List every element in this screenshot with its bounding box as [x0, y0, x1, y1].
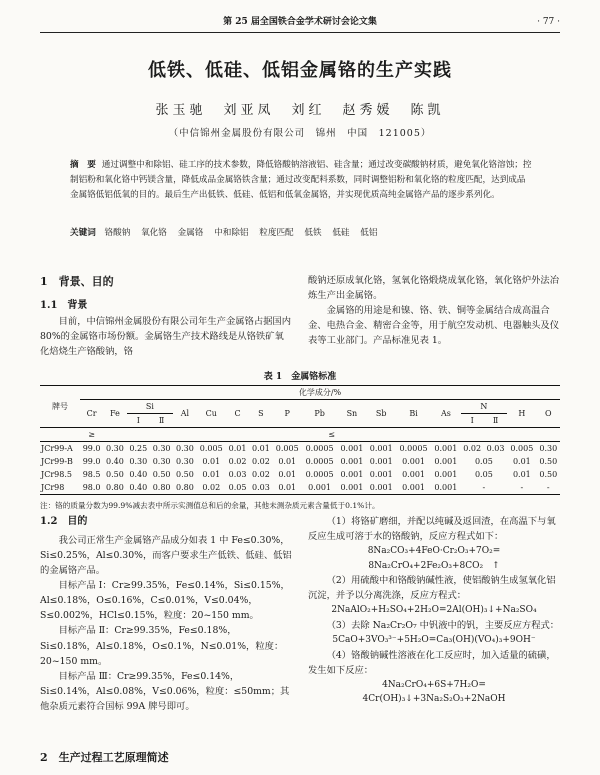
keyword: 低硅	[332, 228, 350, 238]
value-cell: 0.01	[512, 456, 531, 466]
element-header: O	[544, 408, 552, 418]
element-header: Sn	[346, 408, 358, 418]
paragraph: 我公司正常生产金属铬产品成分如表 1 中 Fe≤0.30%，Si≤0.25%，Al≤0.30%，而客户要求生产低铁、低硅、低铝的金属铬产品。	[40, 535, 292, 577]
affiliation: （中信锦州金属股份有限公司 锦州 中国 121005）	[168, 128, 432, 139]
element-header: H	[518, 408, 526, 418]
value-cell: -	[461, 481, 508, 495]
element-header: Al	[180, 408, 190, 418]
value-cell: 0.005	[199, 443, 223, 453]
left-column-top	[40, 273, 292, 359]
value-cell: 0.05	[474, 469, 493, 479]
keyword: 铬酸钠	[104, 228, 131, 238]
keyword: 低铁	[304, 228, 322, 238]
value-cell: 0.02	[252, 456, 270, 466]
value-cell: 0.80	[103, 481, 126, 495]
value-cell: 0.001	[367, 481, 396, 495]
value-cell: 0.0005	[305, 469, 334, 479]
sub-header: Ⅱ	[492, 415, 499, 425]
value-cell: 0.30	[152, 456, 171, 466]
element-header: P	[284, 408, 290, 418]
value-cell: 0.40	[106, 456, 124, 466]
value-cell: 99.0	[82, 456, 101, 466]
element-header: S	[258, 408, 264, 418]
element-header: As	[440, 408, 451, 418]
value-cell: 0.05	[474, 456, 493, 466]
value-cell: 0.50	[176, 469, 194, 479]
table-caption: 表 1 金属铬标准	[263, 372, 337, 382]
brand-cell: JCr99-B	[41, 456, 73, 466]
value-cell: 0.001	[369, 456, 393, 466]
keyword: 粒度匹配	[259, 228, 294, 238]
paragraph: 目标产品 Ⅰ：Cr≥99.35%，Fe≤0.14%，Si≤0.15%，Al≤0.18%，O≤0.16%，C≤0.01%，V≤0.04%，S≤0.002%，HCl≤0.15%，粒度：20~150 mm。	[40, 580, 290, 622]
element-header: Fe	[110, 408, 120, 418]
right-column-top	[308, 273, 560, 348]
value-cell: 0.01	[228, 443, 247, 453]
value-cell: 0.001	[434, 443, 458, 453]
keyword: 低铝	[360, 228, 378, 238]
equation: 4Na₂CrO₄+6S+7H₂O=	[382, 679, 486, 690]
value-cell: 0.0005	[305, 443, 334, 453]
element-header: Sb	[375, 408, 387, 418]
element-header: Pb	[314, 408, 325, 418]
equation: 8Na₂CO₃+4FeO·Cr₂O₃+7O₂=	[367, 546, 501, 557]
value-cell: 0.001	[337, 481, 366, 495]
table-row	[40, 455, 560, 468]
value-cell: 0.50	[539, 469, 558, 479]
value-cell: 0.001	[340, 443, 364, 453]
element-header: N	[461, 400, 508, 414]
value-cell: 0.001	[340, 456, 364, 466]
value-cell: 98.5	[82, 469, 101, 479]
equation: 2NaAlO₂+H₂SO₄+2H₂O=2Al(OH)₃↓+Na₂SO₄	[331, 605, 537, 616]
author-list: 张玉驰 刘亚凤 刘红 赵秀媛 陈凯	[155, 103, 445, 118]
sub-header: Ⅰ	[136, 415, 140, 425]
value-cell: 0.30	[539, 443, 558, 453]
value-cell: 0.001	[434, 469, 458, 479]
value-cell: 0.001	[402, 456, 425, 466]
table-row	[40, 468, 560, 481]
paragraph: （1）将铬矿磨细，并配以纯碱及返回渣，在高温下与氧反应生成可溶于水的铬酸钠，反应方程式如下：	[308, 516, 556, 543]
element-header: Cr	[86, 408, 97, 418]
brand-cell: JCr98	[40, 481, 80, 495]
value-cell: 0.02	[252, 469, 270, 479]
value-cell: 0.03	[486, 443, 505, 453]
value-cell: 0.03	[228, 469, 247, 479]
sub-header: Ⅱ	[158, 415, 165, 425]
paragraph: 目前，中信锦州金属股份有限公司年生产金属铬占据国内 80%的金属铬市场份额。金属铬生产技术路线是从铬铁矿氧化焙烧生产铬酸钠，铬	[40, 316, 292, 358]
value-cell: 0.30	[152, 443, 171, 453]
value-cell: 0.80	[173, 481, 196, 495]
section-heading: 1 背景、目的	[40, 275, 114, 288]
value-cell: 0.40	[129, 469, 148, 479]
value-cell: 0.01	[273, 481, 302, 495]
keywords	[70, 227, 532, 239]
element-header: C	[234, 408, 241, 418]
value-cell: 0.001	[340, 469, 364, 479]
subsection-heading: 1.1 背景	[40, 299, 88, 311]
value-cell: 0.50	[106, 469, 124, 479]
proceedings-title: 第 25 届全国铁合金学术研讨会论文集	[223, 17, 377, 27]
keyword: 中和除铝	[214, 228, 249, 238]
value-cell: 0.30	[129, 456, 148, 466]
value-cell: 0.001	[369, 469, 393, 479]
keyword: 氧化铬	[141, 228, 167, 238]
paper-title: 低铁、低硅、低铝金属铬的生产实践	[148, 60, 452, 81]
subsection-heading: 1.2 目的	[40, 516, 88, 527]
value-cell: 0.02	[463, 443, 482, 453]
composition-header: 化学成分/%	[80, 386, 560, 400]
element-header: Cu	[205, 408, 217, 418]
value-cell: 0.001	[431, 481, 460, 495]
value-cell: 0.05	[226, 481, 249, 495]
composition-table	[40, 385, 560, 495]
brand-header: 牌号	[40, 386, 80, 428]
keyword: 金属铬	[177, 228, 204, 238]
value-cell: 0.50	[539, 456, 558, 466]
brand-cell: JCr98.5	[41, 469, 72, 479]
page-number: · 77 ·	[537, 17, 560, 27]
value-cell: 0.02	[197, 481, 226, 495]
value-cell: 0.01	[202, 456, 221, 466]
page-header	[40, 14, 560, 33]
right-column-bottom	[308, 514, 560, 707]
value-cell: 0.005	[275, 443, 299, 453]
value-cell: 0.001	[434, 456, 458, 466]
value-cell: 0.01	[278, 469, 297, 479]
value-cell: 0.80	[150, 481, 173, 495]
value-cell: 0.01	[202, 469, 221, 479]
le-marker: ≤	[103, 428, 560, 442]
table-note: 注：铬的质量分数为99.9%减去表中所示实测值总和后的余量，其他未测杂质元素含量低于0.1%计。	[40, 501, 380, 510]
value-cell: 0.02	[228, 456, 247, 466]
equation: 4Cr(OH)₃↓+3Na₂S₂O₃+2NaOH	[362, 694, 506, 705]
table-row	[40, 442, 560, 456]
paragraph: 金属铬的用途是和镍、铬、铁、铜等金属结合成高温合金、电热合金、精密合金等，用于航空发动机、电器触头及仪表等工业部门。产品标准见表 1。	[308, 305, 560, 347]
value-cell: 0.001	[302, 481, 337, 495]
value-cell: 98.0	[80, 481, 103, 495]
equation: 5CaO+3VO₃³⁻+5H₂O=Ca₃(OH)(VO₄)₃+9OH⁻	[332, 634, 536, 645]
value-cell: 0.001	[369, 443, 393, 453]
abstract-text: 通过调整中和除铝、硅工序的技术参数，降低铬酸钠溶液铝、硅含量；通过改变碳酸钠材质，避免氧化铬溶蚀；控制铝粉和氧化铬中钙镁含量，降低成品金属铬铁含量；通过改变配料系数，同时调整铝粉和氧化铬的粒度匹配，达到成品金属铬低铝低氧的目的。最后生产出低铁、低硅、低铝和低氧金属铬，并实现优质高纯金属铬产品的逐步系列化。	[70, 160, 532, 201]
section-heading: 2 生产过程工艺原理简述	[40, 751, 169, 764]
brand-cell: JCr99-A	[41, 443, 73, 453]
value-cell: 0.03	[249, 481, 272, 495]
value-cell: 0.25	[129, 443, 148, 453]
element-header: Si	[127, 400, 174, 414]
ge-marker: ≥	[80, 428, 103, 442]
value-cell: 0.30	[176, 456, 194, 466]
paragraph: 酸钠还原成氧化铬，氢氧化铬煅烧成氧化铬，氧化铬炉外法冶炼生产出金属铬。	[308, 275, 560, 302]
sub-header: Ⅰ	[470, 415, 474, 425]
paragraph: （2）用硫酸中和铬酸钠碱性液，使铝酸钠生成氢氧化铝沉淀，并予以分离洗涤，反应方程式：	[308, 575, 556, 602]
value-cell: 0.0005	[399, 443, 428, 453]
paragraph: 目标产品 Ⅲ：Cr≥99.35%，Fe≤0.14%，Si≤0.14%，Al≤0.08%，V≤0.06%，粒度：≤50mm；其他杂质元素符合国标 99A 牌号即可。	[40, 670, 290, 712]
paragraph: 目标产品 Ⅱ：Cr≥99.35%，Fe≤0.18%，Si≤0.18%，Al≤0.18%，O≤0.1%，N≤0.01%，粒度：20~150 mm。	[40, 625, 284, 667]
paragraph: （4）铬酸钠碱性溶液在化工反应时，加入适量的硫磺，发生如下反应：	[308, 649, 556, 676]
value-cell: -	[537, 481, 560, 495]
value-cell: -	[507, 481, 536, 495]
value-cell: 0.001	[402, 469, 425, 479]
abstract	[70, 158, 532, 203]
element-header: Bi	[409, 408, 418, 418]
value-cell: 0.01	[278, 456, 297, 466]
value-cell: 99.0	[82, 443, 101, 453]
paragraph: （3）去除 Na₂Cr₂O₇ 中钒液中的钒，主要反应方程式：	[326, 619, 560, 631]
value-cell: 0.30	[176, 443, 194, 453]
left-column-bottom	[40, 514, 292, 714]
keywords-label: 关键词	[70, 228, 96, 238]
equation: 8Na₂CrO₄+2Fe₂O₃+8CO₂ ↑	[368, 560, 500, 571]
value-cell: 0.0005	[305, 456, 334, 466]
value-cell: 0.50	[152, 469, 171, 479]
value-cell: 0.005	[510, 443, 534, 453]
table-row	[40, 481, 560, 495]
value-cell: 0.01	[252, 443, 270, 453]
value-cell: 0.001	[396, 481, 431, 495]
value-cell: 0.40	[127, 481, 150, 495]
value-cell: 0.01	[512, 469, 531, 479]
abstract-label: 摘 要	[70, 160, 96, 170]
value-cell: 0.30	[106, 443, 124, 453]
